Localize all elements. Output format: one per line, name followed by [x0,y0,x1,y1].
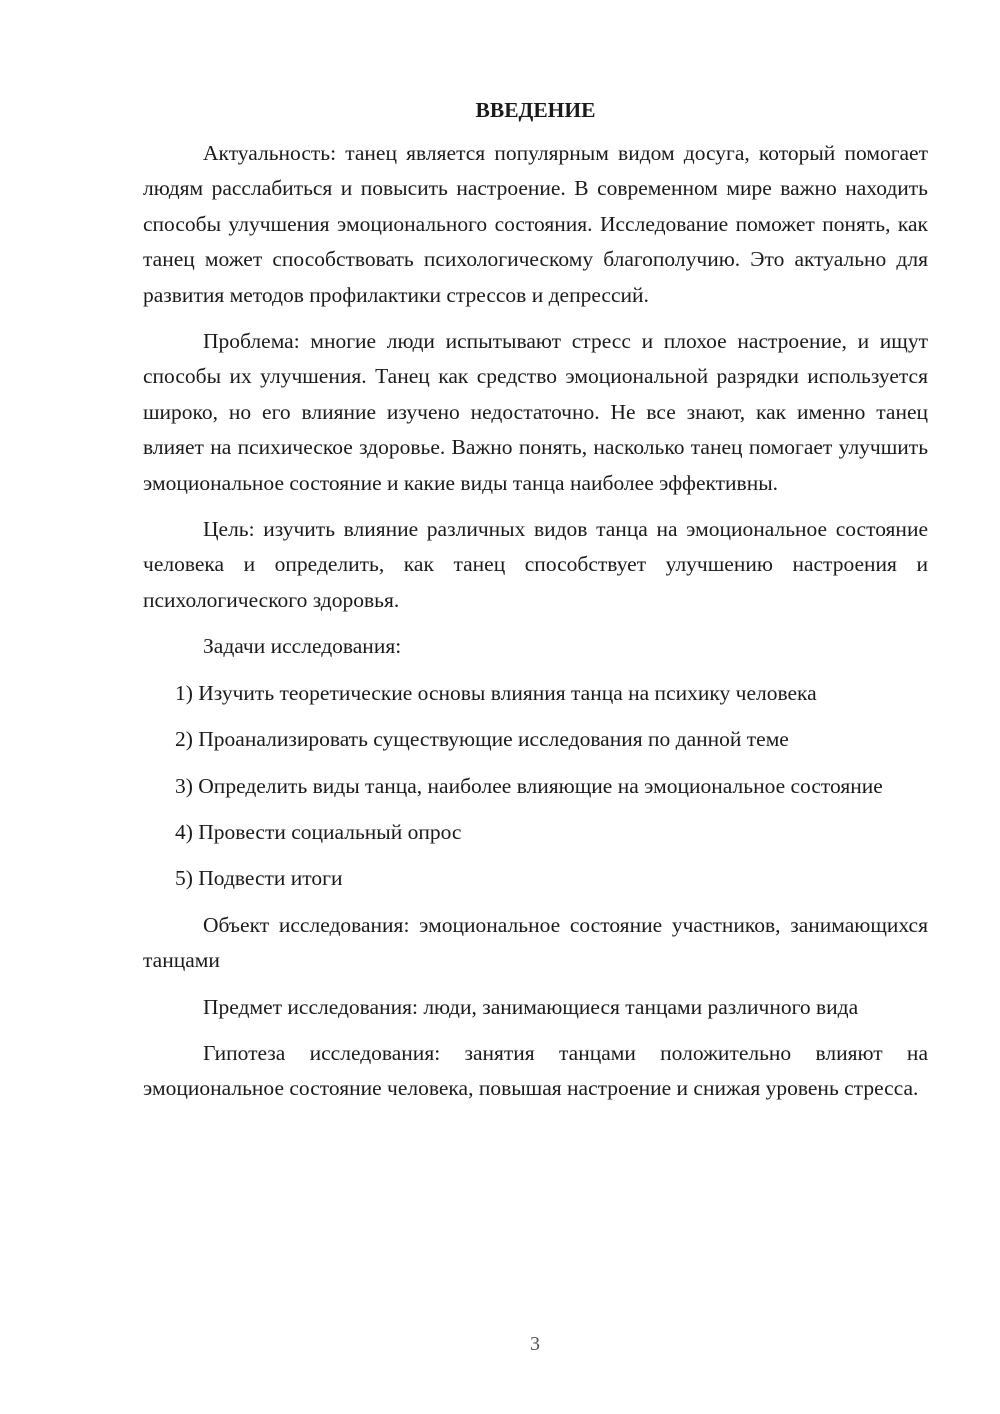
tasks-list [143,676,928,897]
relevance-paragraph: Актуальность: танец является популярным видом досуга, который помогает людям расслабиться и повысить настроение. В современном мире важно находить способы улучшения эмоционального состояния. Исследование поможет понять, как танец может способствовать психологическому благополучию. Это актуально для развития методов профилактики стрессов и депрессий. [143,141,928,307]
tasks-label: Задачи исследования: [203,634,402,659]
goal-paragraph: Цель: изучить влияние различных видов танца на эмоциональное состояние человека и определить, как танец способствует улучшению настроения и психологического здоровья. [143,517,928,612]
page-number: 3 [530,1333,540,1355]
hypothesis-paragraph: Гипотеза исследования: занятия танцами положительно влияют на эмоциональное состояние человека, повышая настроение и снижая уровень стресса. [143,1040,928,1101]
subject-paragraph: Предмет исследования: люди, занимающиеся танцами различного вида [203,994,859,1019]
task-item: 3) Определить виды танца, наиболее влияющие на эмоциональное состояние [175,773,883,798]
document-body [143,95,928,1118]
section-heading: ВВЕДЕНИЕ [475,98,596,122]
problem-paragraph: Проблема: многие люди испытывают стресс и плохое настроение, и ищут способы их улучшения. Танец как средство эмоциональной разрядки используется широко, но его влияние изучено недостаточно. Не все знают, как именно танец влияет на психическое здоровье. Важно понять, насколько танец помогает улучшить эмоциональное состояние и какие виды танца наиболее эффективны. [143,329,928,495]
object-paragraph: Объект исследования: эмоциональное состояние участников, занимающихся танцами [143,912,928,973]
task-item: 5) Подвести итоги [175,866,343,891]
task-item: 1) Изучить теоретические основы влияния танца на психику человека [175,680,817,705]
task-item: 2) Проанализировать существующие исследования по данной теме [175,727,789,752]
task-item: 4) Провести социальный опрос [175,819,462,844]
